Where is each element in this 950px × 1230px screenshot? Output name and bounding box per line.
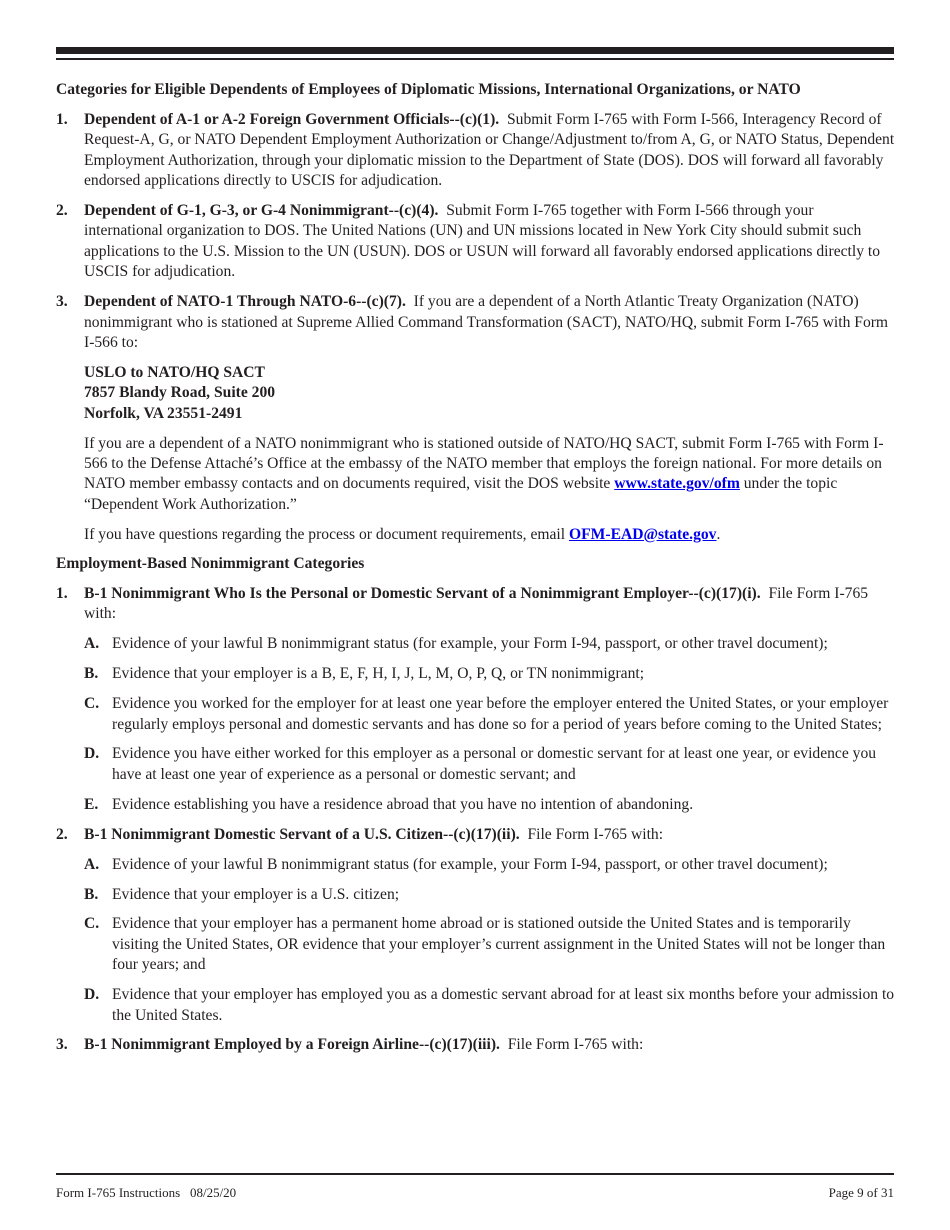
footer-page-number: Page 9 of 31 [828,1185,894,1200]
sub-list-item: B. Evidence that your employer is a U.S. citizen; [84,885,400,903]
paragraph-nato-outside: If you are a dependent of a NATO nonimmigrant who is stationed outside of NATO/HQ SACT, submit Form I-765 with Form I-566 to the Defense Attaché’s Office at the embassy of the NATO member that employs the foreign national. For more details on NATO member embassy contacts and on documents required, visit the DOS website www.state.gov/ofm under the topic “Dependent Work Authorization.” [84,434,884,513]
sub-list-item: A. Evidence of your lawful B nonimmigrant status (for example, your Form I-94, passport, or other travel document); [84,855,828,873]
state-gov-ofm-link[interactable]: www.state.gov/ofm [614,475,740,493]
sub-list-item: D. Evidence that your employer has employed you as a domestic servant abroad for at least six months before your admission to the United States. [84,986,895,1024]
list-item: 2. Dependent of G-1, G-3, or G-4 Nonimmigrant--(c)(4). Submit Form I-765 together with Form I-566 through your international organization to DOS. The United Nations (UN) and UN missions located in New York City should submit such applications to the U.S. Mission to the UN (USUN). DOS or USUN will forward all favorably endorsed applications directly to USCIS for adjudication. [56,202,881,281]
section-heading-diplomatic: Categories for Eligible Dependents of Employees of Diplomatic Missions, International Organizations, or NATO [56,81,801,98]
list-item: 1. Dependent of A-1 or A-2 Foreign Government Officials--(c)(1). Submit Form I-765 with Form I-566, Interagency Record of Request-A, G, or NATO Dependent Employment Authorization or Change/Adjustment to/from A, G, or NATO Status, Dependent Employment Authorization, through your diplomatic mission to the Department of State (DOS). DOS will forward all favorably endorsed applications directly to USCIS for adjudication. [56,110,895,190]
sub-list-item: B. Evidence that your employer is a B, E, F, H, I, J, L, M, O, P, Q, or TN nonimmigrant; [84,665,645,683]
page-content [56,80,896,1056]
sub-list-item: C. Evidence that your employer has a permanent home abroad or is stationed outside the United States and is temporarily visiting the United States, OR evidence that your employer’s current assignment in the United States will not be longer than four years; and [84,915,886,974]
list-item: 2. B-1 Nonimmigrant Domestic Servant of a U.S. Citizen--(c)(17)(ii). File Form I-765 with: [56,825,664,843]
section-heading-employment: Employment-Based Nonimmigrant Categories [56,555,365,573]
list-item: 1. B-1 Nonimmigrant Who Is the Personal or Domestic Servant of a Nonimmigrant Employer--(c)(17)(i). File Form I-765 with: [56,585,869,623]
ofm-ead-email-link[interactable]: OFM-EAD@state.gov [569,525,717,543]
sub-list-item: C. Evidence you worked for the employer for at least one year before the employer entered the United States, or your employer regularly employs personal and domestic servants and has done so for a period of years before coming to the United States; [84,695,889,733]
list-item: 3. Dependent of NATO-1 Through NATO-6--(c)(7). If you are a dependent of a North Atlantic Treaty Organization (NATO) nonimmigrant who is stationed at Supreme Allied Command Transformation (SACT), NATO/HQ, submit Form I-765 with Form I-566 to: [56,293,889,351]
sub-list-item: D. Evidence you have either worked for this employer as a personal or domestic servant for at least one year, or evidence you have at least one year of experience as a personal or domestic servant; and [84,745,877,783]
footer-rule [56,1173,894,1175]
list-item: 3. B-1 Nonimmigrant Employed by a Foreign Airline--(c)(17)(iii). File Form I-765 with: [56,1036,644,1054]
footer-form-edition: Form I-765 Instructions 08/25/20 [56,1185,237,1200]
header-rule-thin [56,58,894,60]
paragraph-questions: If you have questions regarding the process or document requirements, email OFM-EAD@state.gov. [84,525,721,543]
header-rule-thick [56,47,894,54]
sub-list-item: A. Evidence of your lawful B nonimmigrant status (for example, your Form I-94, passport, or other travel document); [84,635,828,653]
sub-list-item: E. Evidence establishing you have a residence abroad that you have no intention of abandoning. [84,795,694,813]
mailing-address: USLO to NATO/HQ SACT 7857 Blandy Road, Suite 200 Norfolk, VA 23551-2491 [84,363,276,422]
